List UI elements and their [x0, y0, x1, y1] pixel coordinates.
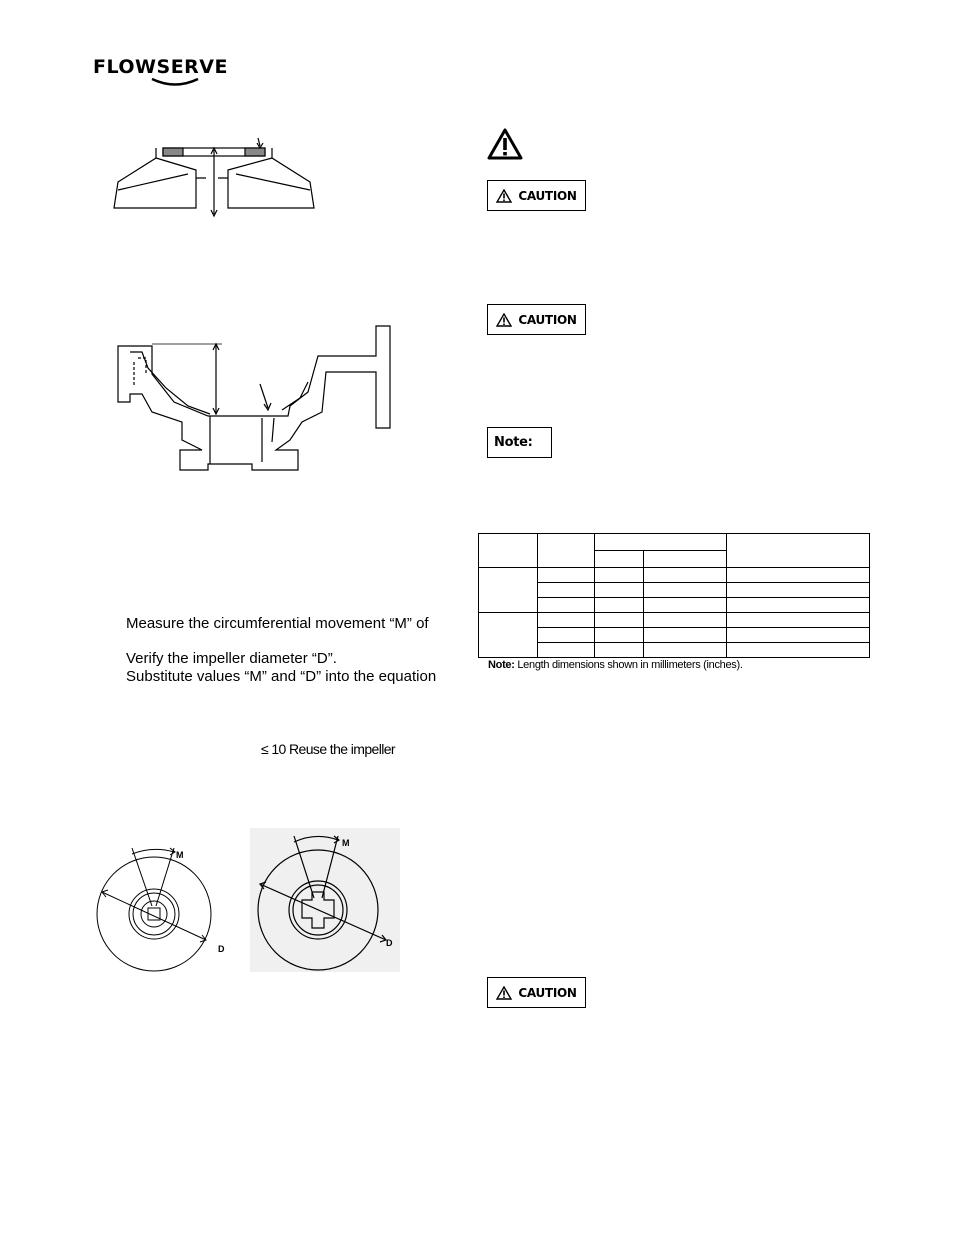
clearance-table	[478, 533, 870, 658]
caution-label: CAUTION	[518, 312, 577, 327]
impeller-section-figure	[108, 130, 323, 218]
table-row	[479, 613, 870, 628]
warning-triangle-icon	[486, 127, 524, 161]
caution-triangle-icon	[496, 189, 512, 203]
step-measure-text: Measure the circumferential movement “M” of	[126, 615, 429, 632]
table-row	[479, 628, 870, 643]
m-label: M	[176, 850, 184, 860]
note-badge	[487, 427, 552, 458]
m-label-2: M	[342, 838, 350, 848]
table-footnote	[488, 659, 743, 671]
table-row	[479, 583, 870, 598]
impeller-square-bore-figure	[94, 834, 234, 974]
logo-swoosh-icon	[150, 76, 200, 88]
flowserve-logo	[93, 56, 228, 78]
d-label: D	[218, 944, 225, 954]
d-label-2: D	[386, 938, 393, 948]
reuse-impeller-text: ≤ 10 Reuse the impeller	[261, 741, 395, 757]
step-verify-text: Verify the impeller diameter “D”.	[126, 650, 337, 667]
caution-triangle-icon	[496, 313, 512, 327]
caution-badge	[487, 977, 586, 1008]
table-row	[479, 568, 870, 583]
caution-badge	[487, 304, 586, 335]
caution-label: CAUTION	[518, 985, 577, 1000]
caution-triangle-icon	[496, 986, 512, 1000]
impeller-spline-bore-figure	[250, 828, 400, 972]
table-row	[479, 643, 870, 658]
caution-label: CAUTION	[518, 188, 577, 203]
table-row	[479, 598, 870, 613]
casing-section-figure	[112, 322, 394, 480]
step-substitute-text: Substitute values “M” and “D” into the equation	[126, 668, 437, 685]
caution-badge	[487, 180, 586, 211]
brand-name: FLOWSERVE	[93, 56, 228, 78]
table-footnote-label: Note:	[488, 659, 515, 671]
table-row	[479, 534, 870, 551]
note-label: Note:	[494, 435, 533, 450]
table-footnote-text: Length dimensions shown in millimeters (inches).	[514, 659, 743, 671]
